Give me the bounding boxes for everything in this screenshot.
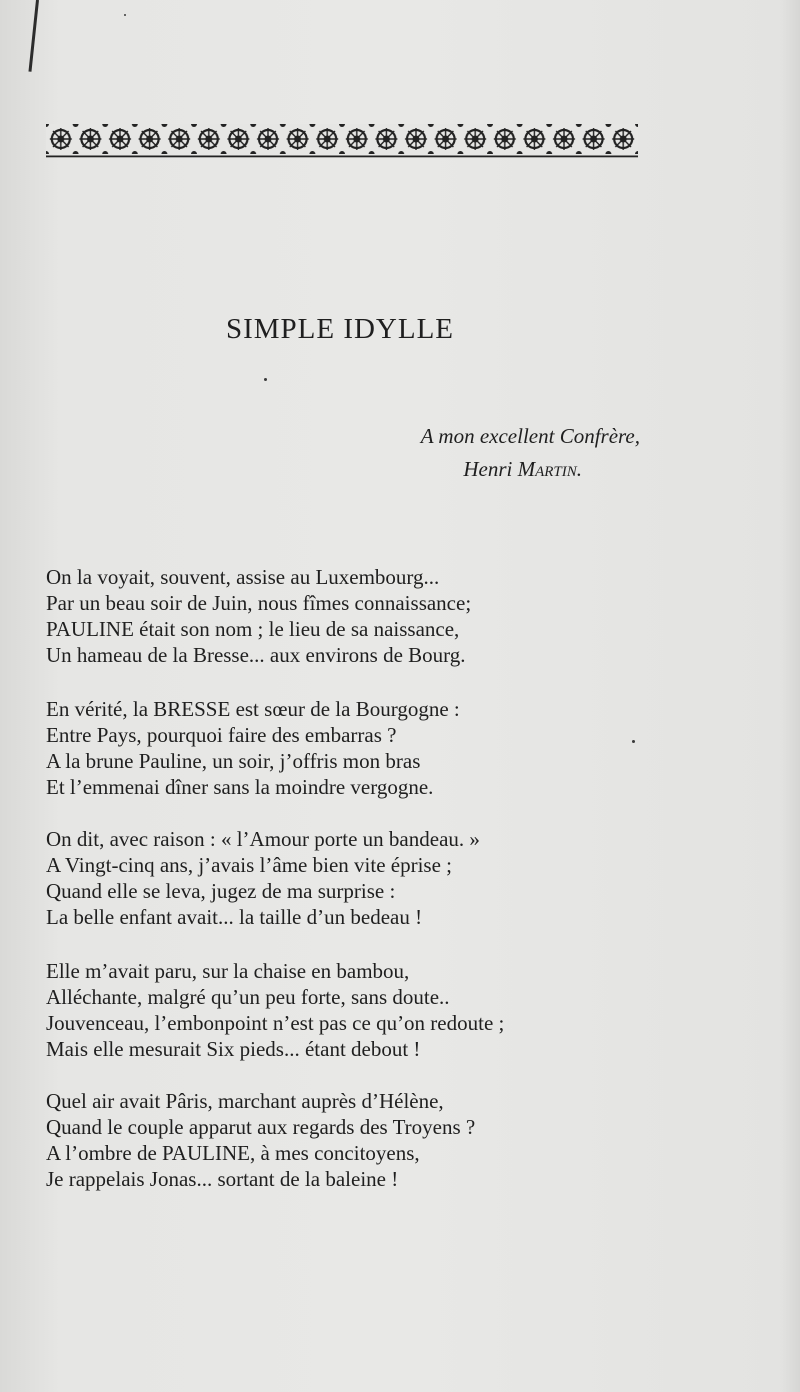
verse-line: A Vingt-cinq ans, j’avais l’âme bien vite éprise ; <box>46 853 452 877</box>
verse-line: On dit, avec raison : « l’Amour porte un bandeau. » <box>46 827 480 851</box>
verse-line: Elle m’avait paru, sur la chaise en bambou, <box>46 959 410 983</box>
verse-line: Entre Pays, pourquoi faire des embarras ? <box>46 723 397 747</box>
dedication-surname: Martin <box>517 457 577 481</box>
verse-line: Alléchante, malgré qu’un peu forte, sans doute.. <box>46 985 450 1009</box>
verse-line: Un hameau de la Bresse... aux environs de Bourg. <box>46 643 466 667</box>
stanza-3 <box>46 826 480 930</box>
stanza-1 <box>46 564 471 668</box>
verse-line: En vérité, la BRESSE est sœur de la Bourgogne : <box>46 697 460 721</box>
verse-line: A l’ombre de PAULINE, à mes concitoyens, <box>46 1141 420 1165</box>
verse-line: On la voyait, souvent, assise au Luxembourg... <box>46 565 440 589</box>
verse-line: Mais elle mesurait Six pieds... étant debout ! <box>46 1037 421 1061</box>
dedication-period: . <box>576 457 582 481</box>
verse-line: Quel air avait Pâris, marchant auprès d’Hélène, <box>46 1089 444 1113</box>
verse-line: PAULINE était son nom ; le lieu de sa naissance, <box>46 617 460 641</box>
paper-speck <box>632 740 635 743</box>
verse-line: Et l’emmenai dîner sans la moindre vergogne. <box>46 775 434 799</box>
verse-line: La belle enfant avait... la taille d’un bedeau ! <box>46 905 423 929</box>
verse-line: Jouvenceau, l’embonpoint n’est pas ce qu’on redoute ; <box>46 1011 505 1035</box>
paper-speck <box>124 14 126 16</box>
dedication <box>421 420 640 486</box>
stanza-5 <box>46 1088 475 1192</box>
verse-line: Quand le couple apparut aux regards des Troyens ? <box>46 1115 476 1139</box>
dedication-name: Henri <box>463 457 518 481</box>
ink-mark <box>28 0 39 72</box>
dedication-line-1: A mon excellent Confrère, <box>420 424 640 448</box>
paper-speck <box>264 378 267 381</box>
stanza-4 <box>46 958 504 1062</box>
poem-title: SIMPLE IDYLLE <box>225 313 455 345</box>
dedication-line-2 <box>421 453 582 486</box>
verse-line: A la brune Pauline, un soir, j’offris mon bras <box>46 749 421 773</box>
stanza-2 <box>46 696 460 800</box>
ornamental-header-band <box>46 124 638 158</box>
verse-line: Quand elle se leva, jugez de ma surprise : <box>46 879 396 903</box>
verse-line: Par un beau soir de Juin, nous fîmes connaissance; <box>46 591 472 615</box>
verse-line: Je rappelais Jonas... sortant de la baleine ! <box>46 1167 399 1191</box>
